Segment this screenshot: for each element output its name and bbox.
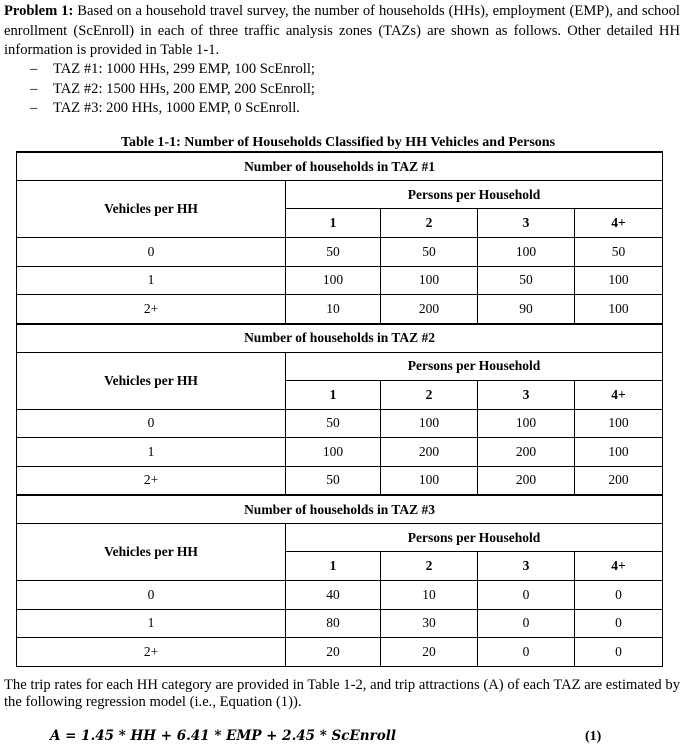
table-cell: 100 (381, 266, 478, 295)
table-cell: 30 (381, 609, 478, 638)
person-col-header: 3 (478, 552, 575, 581)
vehicles-cell: 1 (17, 438, 286, 467)
table-cell: 0 (575, 581, 663, 610)
taz-item-text: TAZ #2: 1500 HHs, 200 EMP, 200 ScEnroll; (53, 80, 315, 97)
table-cell: 100 (381, 466, 478, 495)
problem-text: Based on a household travel survey, the number of households (HHs), employment (EMP), and school enrollment (ScEnroll) in each of three traffic analysis zones (TAZs) are shown as follows. Other detailed HH information is provided in Table 1-1. (4, 3, 680, 58)
bullet-dash: – (30, 100, 38, 116)
table-row (17, 409, 663, 438)
persons-header: Persons per Household (286, 181, 663, 209)
vehicles-cell: 0 (17, 409, 286, 438)
vehicles-header: Vehicles per HH (17, 181, 286, 238)
list-item (0, 80, 680, 100)
section-header-row (17, 152, 663, 181)
taz-item-text: TAZ #1: 1000 HHs, 299 EMP, 100 ScEnroll; (53, 61, 315, 77)
person-col-header: 4+ (575, 209, 663, 238)
table-cell: 0 (575, 638, 663, 667)
table-cell: 100 (575, 409, 663, 438)
equation-number: (1) (585, 729, 602, 744)
section-title: Number of households in TAZ #1 (17, 152, 663, 181)
vehicles-cell: 0 (17, 238, 286, 267)
table-cell: 100 (286, 438, 381, 467)
bullet-dash: – (30, 61, 38, 77)
person-col-header: 3 (478, 380, 575, 409)
table-cell: 0 (478, 609, 575, 638)
person-col-header: 1 (286, 552, 381, 581)
person-col-header: 4+ (575, 380, 663, 409)
table-cell: 40 (286, 581, 381, 610)
table-cell: 10 (381, 581, 478, 610)
table-row (17, 609, 663, 638)
table-row (17, 638, 663, 667)
table-row (17, 466, 663, 495)
table-cell: 200 (575, 466, 663, 495)
table-cell: 20 (286, 638, 381, 667)
table-cell: 0 (478, 581, 575, 610)
person-col-header: 1 (286, 209, 381, 238)
table-cell: 50 (286, 409, 381, 438)
table-cell: 100 (575, 266, 663, 295)
table-cell: 50 (286, 466, 381, 495)
table-row (17, 238, 663, 267)
table-cell: 50 (286, 238, 381, 267)
header-row (17, 181, 663, 209)
table-cell: 10 (286, 295, 381, 324)
table-row (17, 295, 663, 324)
table-cell: 50 (478, 266, 575, 295)
persons-header: Persons per Household (286, 352, 663, 380)
table-title: Table 1-1: Number of Households Classified by HH Vehicles and Persons (120, 135, 556, 150)
table-cell: 80 (286, 609, 381, 638)
table-cell: 200 (478, 466, 575, 495)
vehicles-cell: 2+ (17, 466, 286, 495)
taz-list (0, 60, 680, 119)
table-cell: 0 (575, 609, 663, 638)
table-row (17, 581, 663, 610)
table-cell: 100 (575, 295, 663, 324)
after-table-text: The trip rates for each HH category are provided in Table 1-2, and trip attractions (A) of each TAZ are estimated by the following regression model (i.e., Equation (1)). (4, 677, 680, 710)
list-item (0, 60, 680, 80)
vehicles-cell: 1 (17, 266, 286, 295)
list-item (0, 99, 680, 119)
section-header-row (17, 495, 663, 524)
table-cell: 200 (478, 438, 575, 467)
person-col-header: 2 (381, 552, 478, 581)
table-cell: 100 (381, 409, 478, 438)
table-cell: 200 (381, 438, 478, 467)
table-cell: 200 (381, 295, 478, 324)
table-cell: 100 (575, 438, 663, 467)
section-title: Number of households in TAZ #2 (17, 324, 663, 353)
vehicles-header: Vehicles per HH (17, 524, 286, 581)
problem-intro (4, 2, 680, 61)
section-title: Number of households in TAZ #3 (17, 495, 663, 524)
vehicles-cell: 1 (17, 609, 286, 638)
table-cell: 50 (381, 238, 478, 267)
bullet-dash: – (30, 80, 38, 97)
table-cell: 100 (286, 266, 381, 295)
header-row (17, 524, 663, 552)
section-header-row (17, 324, 663, 353)
households-table (16, 151, 663, 667)
table-cell: 50 (575, 238, 663, 267)
equation: A = 1.45 * HH + 6.41 * EMP + 2.45 * ScEnroll (50, 728, 396, 744)
table-cell: 90 (478, 295, 575, 324)
header-row (17, 352, 663, 380)
table-cell: 0 (478, 638, 575, 667)
table-cell: 100 (478, 409, 575, 438)
vehicles-cell: 0 (17, 581, 286, 610)
person-col-header: 3 (478, 209, 575, 238)
persons-header: Persons per Household (286, 524, 663, 552)
table-row (17, 438, 663, 467)
person-col-header: 1 (286, 380, 381, 409)
problem-label: Problem 1: (4, 3, 74, 19)
vehicles-cell: 2+ (17, 638, 286, 667)
person-col-header: 2 (381, 380, 478, 409)
table-cell: 100 (478, 238, 575, 267)
vehicles-cell: 2+ (17, 295, 286, 324)
person-col-header: 4+ (575, 552, 663, 581)
vehicles-header: Vehicles per HH (17, 352, 286, 409)
table-cell: 20 (381, 638, 478, 667)
person-col-header: 2 (381, 209, 478, 238)
taz-item-text: TAZ #3: 200 HHs, 1000 EMP, 0 ScEnroll. (53, 100, 300, 116)
table-row (17, 266, 663, 295)
